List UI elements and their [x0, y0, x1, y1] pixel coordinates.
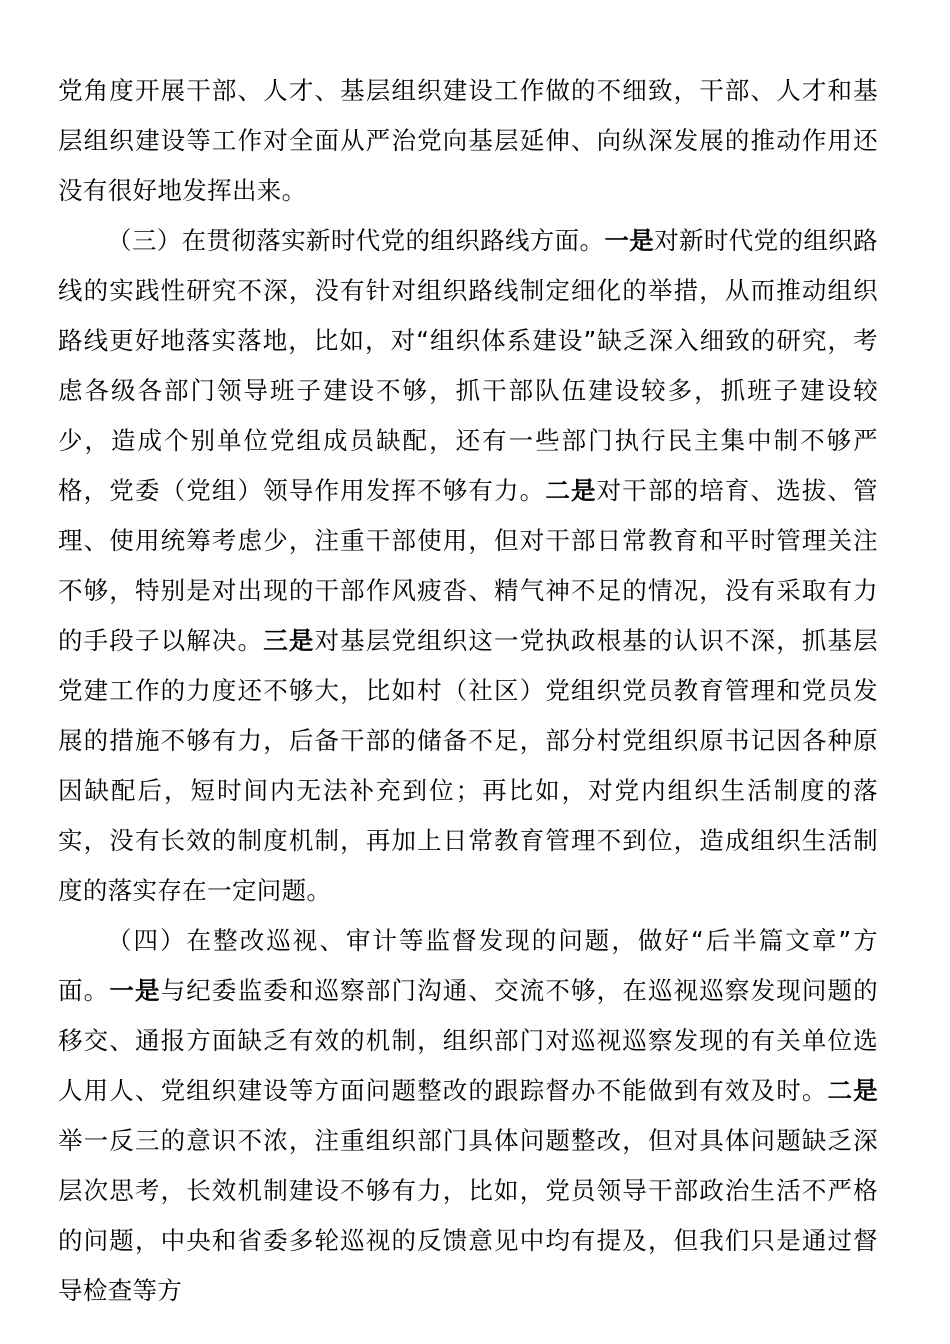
keyword-second: 二是: [545, 476, 597, 505]
section-3-point-3: 对基层党组织这一党执政根基的认识不深，抓基层党建工作的力度还不够大，比如村（社区）党组织党员教育管理和党员发展的措施不够有力，后备干部的储备不足，部分村党组织原书记因各种原因缺配后，短时间内无法补充到位；再比如，对党内组织生活制度的落实，没有长效的制度机制，再加上日常教育管理不到位，造成组织生活制度的落实存在一定问题。: [58, 626, 879, 905]
keyword-first: 一是: [109, 976, 161, 1005]
section-4-heading: （四）在整改巡视、审计等监督发现的问题，做好“后半篇文章”方面。: [58, 926, 878, 1005]
paragraph-section-3: [58, 216, 878, 916]
keyword-third: 三是: [263, 626, 315, 655]
section-4-point-1: 与纪委监委和巡察部门沟通、交流不够，在巡视巡察发现问题的移交、通报方面缺乏有效的机制，组织部门对巡视巡察发现的有关单位选人用人、党组织建设等方面问题整改的跟踪督办不能做到有效及时。: [58, 976, 879, 1105]
section-3-heading: （三）在贯彻落实新时代党的组织路线方面。: [107, 226, 605, 255]
keyword-first: 一是: [604, 226, 655, 255]
document-page: [58, 66, 878, 1316]
section-3-point-1: 对新时代党的组织路线的实践性研究不深，没有针对组织路线制定细化的举措，从而推动组织路线更好地落实落地，比如，对“组织体系建设”缺乏深入细致的研究，考虑各级各部门领导班子建设不够，抓干部队伍建设较多，抓班子建设较少，造成个别单位党组成员缺配，还有一些部门执行民主集中制不够严格，党委（党组）领导作用发挥不够有力。: [58, 226, 879, 505]
paragraph-section-4: [58, 916, 878, 1316]
paragraph-1-text: 党角度开展干部、人才、基层组织建设工作做的不细致，干部、人才和基层组织建设等工作对全面从严治党向基层延伸、向纵深发展的推动作用还没有很好地发挥出来。: [58, 76, 878, 205]
keyword-second: 二是: [827, 1076, 878, 1105]
paragraph-1: [58, 66, 878, 216]
section-4-point-2: 举一反三的意识不浓，注重组织部门具体问题整改，但对具体问题缺乏深层次思考，长效机制建设不够有力，比如，党员领导干部政治生活不严格的问题，中央和省委多轮巡视的反馈意见中均有提及，但我们只是通过督导检查等方: [58, 1126, 878, 1305]
section-3-point-2: 对干部的培育、选拔、管理、使用统筹考虑少，注重干部使用，但对干部日常教育和平时管理关注不够，特别是对出现的干部作风疲沓、精气神不足的情况，没有采取有力的手段子以解决。: [58, 476, 878, 655]
